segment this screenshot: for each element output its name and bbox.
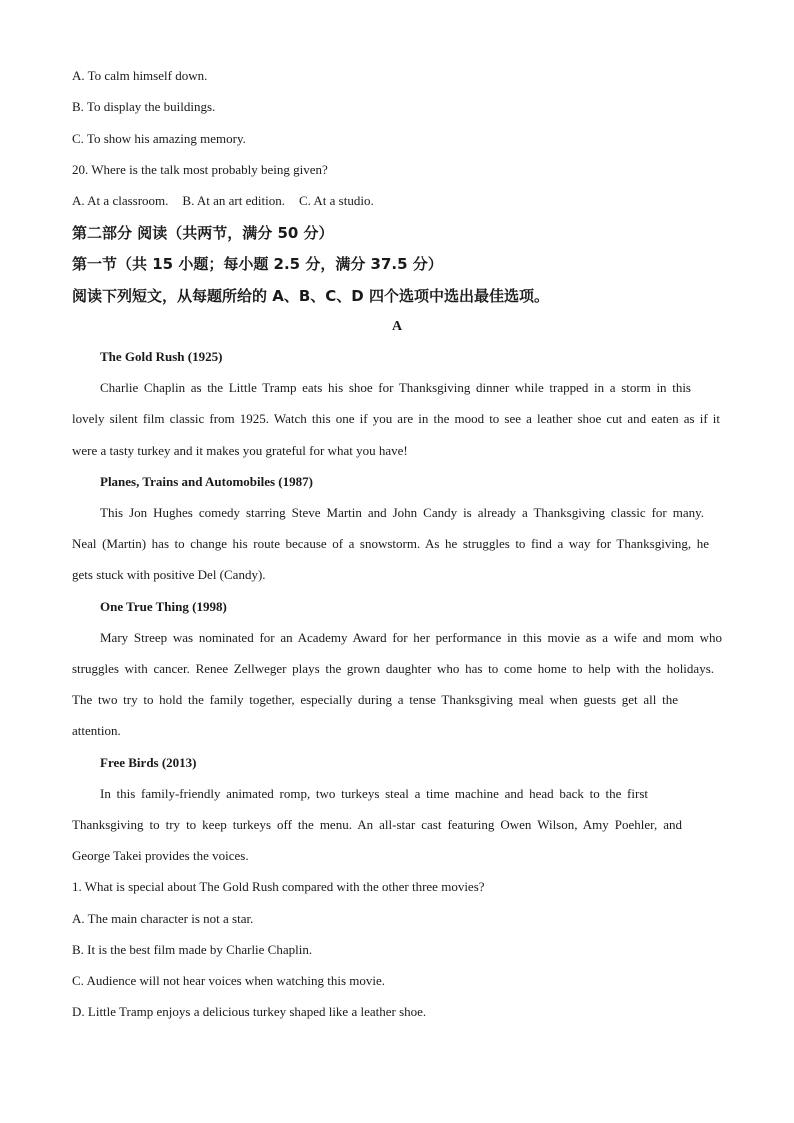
movie-description-line: This Jon Hughes comedy starring Steve Martin and John Candy is already a Thanksgiving classic for many. (100, 505, 704, 520)
reading-instruction: 阅读下列短文，从每题所给的 A、B、C、D 四个选项中选出最佳选项。 (72, 287, 549, 305)
q20-option-c: C. At a studio. (298, 193, 374, 208)
q1-option-a: A. The main character is not a star. (72, 911, 254, 926)
q20-options (72, 193, 724, 209)
movie-title: The Gold Rush (1925) (100, 349, 223, 364)
q1-stem: 1. What is special about The Gold Rush compared with the other three movies? (72, 879, 485, 894)
q1-option-b: B. It is the best film made by Charlie Chaplin. (72, 942, 313, 957)
movie-description-line: attention. (72, 723, 121, 738)
subsection-title: 第一节（共 15 小题；每小题 2.5 分，满分 37.5 分） (72, 255, 443, 273)
passage-label: A (391, 319, 403, 334)
movie-description-line: In this family-friendly animated romp, two turkeys steal a time machine and head back to the first (100, 786, 648, 801)
movie-description-line: Mary Streep was nominated for an Academy Award for her performance in this movie as a wife and mom who (100, 630, 722, 645)
q19-option-b: B. To display the buildings. (72, 99, 216, 114)
q20-option-a: A. At a classroom. (72, 193, 169, 208)
q20-option-b: B. At an art edition. (182, 193, 285, 208)
movie-description-line: George Takei provides the voices. (72, 848, 249, 863)
movie-description-line: gets stuck with positive Del (Candy). (72, 567, 266, 582)
movie-description-line: The two try to hold the family together, especially during a tense Thanksgiving meal when guests get all the (72, 692, 678, 707)
movie-title: Free Birds (2013) (100, 755, 197, 770)
movie-title: One True Thing (1998) (100, 599, 227, 614)
movie-description-line: lovely silent film classic from 1925. Watch this one if you are in the mood to see a leather shoe cut and eaten as if it (72, 411, 720, 426)
q1-option-c: C. Audience will not hear voices when watching this movie. (72, 973, 386, 988)
q19-option-a: A. To calm himself down. (72, 68, 208, 83)
movie-description-line: were a tasty turkey and it makes you grateful for what you have! (72, 443, 408, 458)
q20-stem: 20. Where is the talk most probably being given? (72, 162, 328, 177)
movie-description-line: struggles with cancer. Renee Zellweger plays the grown daughter who has to come home to help with the holidays. (72, 661, 714, 676)
movie-description-line: Neal (Martin) has to change his route because of a snowstorm. As he struggles to find a way for Thanksgiving, he (72, 536, 709, 551)
part-title: 第二部分 阅读（共两节，满分 50 分） (72, 224, 334, 242)
q19-option-c: C. To show his amazing memory. (72, 131, 246, 146)
movie-description-line: Charlie Chaplin as the Little Tramp eats his shoe for Thanksgiving dinner while trapped in a storm in this (100, 380, 691, 395)
movie-description-line: Thanksgiving to try to keep turkeys off the menu. An all-star cast featuring Owen Wilson, Amy Poehler, and (72, 817, 682, 832)
movie-title: Planes, Trains and Automobiles (1987) (100, 474, 313, 489)
q1-option-d: D. Little Tramp enjoys a delicious turkey shaped like a leather shoe. (72, 1004, 427, 1019)
